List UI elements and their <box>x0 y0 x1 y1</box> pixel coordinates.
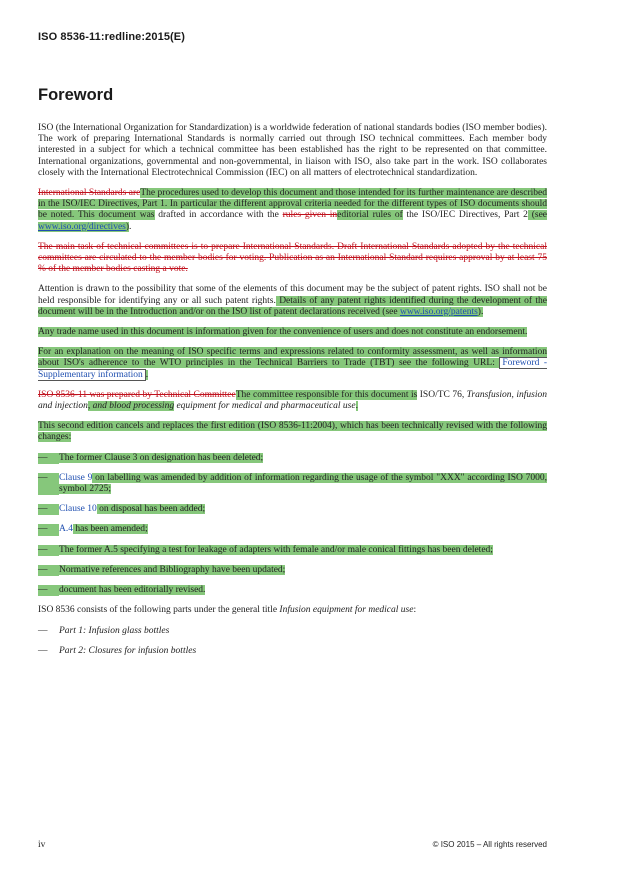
inserted-text: The procedures used to develop this document and those intended for its further maintenance are described in the ISO/IEC Directives, Part 1. In particular the different approval criteria needed for the different types of ISO documents should be noted. This document was <box>38 188 547 221</box>
foreword-body <box>38 123 547 666</box>
plain-text: ISO/TC 76, <box>417 389 467 400</box>
paragraph-deleted-main-task: The main task of technical committees is to prepare International Standards. Draft International Standards adopted by the technical committees are circulated to the member bodies for voting. Publication as an International Standard requires approval by at least 75 % of the member bodies casting a vote. <box>38 241 547 275</box>
italic-text: equipment for medical and pharmaceutical use <box>174 401 356 412</box>
list-dash: — <box>38 645 48 656</box>
inserted-text: This second edition cancels and replaces the first edition (ISO 8536-11:2004), which has been technically revised with the following changes: <box>38 421 547 443</box>
list-item-text: Normative references and Bibliography have been updated; <box>59 564 286 575</box>
list-item-text: document has been editorially revised. <box>59 585 206 596</box>
list-item <box>38 545 547 556</box>
deleted-text: ISO 8536-11 was prepared by Technical Committee <box>38 389 236 400</box>
list-item <box>38 473 547 495</box>
page-number: iv <box>38 840 46 850</box>
patents-link[interactable]: www.iso.org/patents <box>399 306 478 317</box>
directives-link[interactable]: www.iso.org/directives <box>38 221 126 232</box>
deleted-text: rules given in <box>282 210 338 221</box>
clause-9-link[interactable]: Clause 9 <box>59 472 93 483</box>
inserted-text: Any trade name used in this document is information given for the convenience of users and does not constitute an endorsement. <box>38 327 528 338</box>
deleted-text: International Standards are <box>38 188 141 199</box>
inserted-text: ) <box>125 221 130 232</box>
copyright-notice: © ISO 2015 – All rights reserved <box>432 840 547 849</box>
list-item-text: on labelling was amended by addition of information regarding the usage of the symbol "XXX" according ISO 7000, symbol 2725; <box>59 472 547 495</box>
list-dash: — <box>38 585 59 596</box>
paragraph-parts-intro <box>38 605 547 616</box>
list-dash: — <box>38 524 59 535</box>
part-list-item <box>38 646 547 657</box>
part-title: Part 2: Closures for infusion bottles <box>59 645 197 656</box>
inserted-text: editorial rules of <box>337 210 403 221</box>
paragraph-conformity <box>38 347 547 381</box>
italic-text: Infusion equipment for medical use <box>279 605 414 616</box>
list-item <box>38 504 547 515</box>
inserted-text: . <box>355 401 358 412</box>
annex-a4-link[interactable]: A.4 <box>59 524 73 535</box>
plain-text: : <box>413 605 417 616</box>
page-title: Foreword <box>38 86 114 104</box>
list-item <box>38 524 547 535</box>
list-item <box>38 585 547 596</box>
list-item-text: The former Clause 3 on designation has been deleted; <box>59 452 264 463</box>
paragraph-iso-intro: ISO (the International Organization for Standardization) is a worldwide federation of national standards bodies (ISO member bodies). The work of preparing International Standards is normally carried out through ISO technical committees. Each member body interested in a subject for which a technical committee has been established has the right to be represented on that committee. International organizations, governmental and non-governmental, in liaison with ISO, also take part in the work. ISO collaborates closely with the International Electrotechnical Commission (IEC) on all matters of electrotechnical standardization. <box>38 123 547 178</box>
list-dash: — <box>38 625 48 636</box>
paragraph-edition <box>38 421 547 443</box>
paragraph-committee <box>38 390 547 412</box>
plain-text: Attention is drawn to the possibility that some of the elements of this document may be the subject of patent rights. ISO shall not be held responsible for identifying any or all such patent rights. <box>38 284 547 306</box>
list-item <box>38 565 547 576</box>
plain-text: the ISO/IEC Directives, Part 2 <box>402 210 528 221</box>
inserted-text: (see <box>527 210 548 221</box>
paragraph-procedures <box>38 188 547 233</box>
plain-text: ISO 8536 consists of the following parts under the general title <box>38 605 280 616</box>
list-item-text: on disposal has been added; <box>96 504 206 515</box>
list-dash: — <box>38 473 59 495</box>
inserted-text: For an explanation on the meaning of ISO specific terms and expressions related to conformity assessment, as well as information about ISO's adherence to the WTO principles in the Technical Barriers to Trade (TBT) see the following URL: <box>38 347 547 369</box>
italic-text: Transfusion, infusion and injection <box>38 389 547 412</box>
inserted-text: . <box>145 369 149 380</box>
supplementary-info-link[interactable]: Foreword - Supplementary information <box>38 358 548 380</box>
inserted-text: ). <box>477 306 484 317</box>
inserted-text: , and blood processing <box>87 401 175 412</box>
list-item-text: The former A.5 specifying a test for leakage of adapters with female and/or male conical fittings has been deleted; <box>59 544 493 555</box>
plain-text: . <box>129 221 132 232</box>
list-dash: — <box>38 565 59 576</box>
list-dash: — <box>38 504 59 515</box>
part-list-item <box>38 626 547 637</box>
inserted-text: The committee responsible for this document is <box>235 389 418 400</box>
list-item-text: has been amended; <box>73 524 148 535</box>
list-item <box>38 453 547 464</box>
inserted-text: Details of any patent rights identified during the development of the document will be in the Introduction and/or on the ISO list of patent declarations received (see <box>38 295 548 317</box>
paragraph-trade-name <box>38 327 547 338</box>
paragraph-patents <box>38 284 547 318</box>
clause-10-link[interactable]: Clause 10 <box>59 504 97 515</box>
document-id-header: ISO 8536-11:redline:2015(E) <box>38 31 185 43</box>
list-dash: — <box>38 545 59 556</box>
list-dash: — <box>38 453 59 464</box>
plain-text: drafted in accordance with the <box>154 210 283 221</box>
part-title: Part 1: Infusion glass bottles <box>59 625 170 636</box>
